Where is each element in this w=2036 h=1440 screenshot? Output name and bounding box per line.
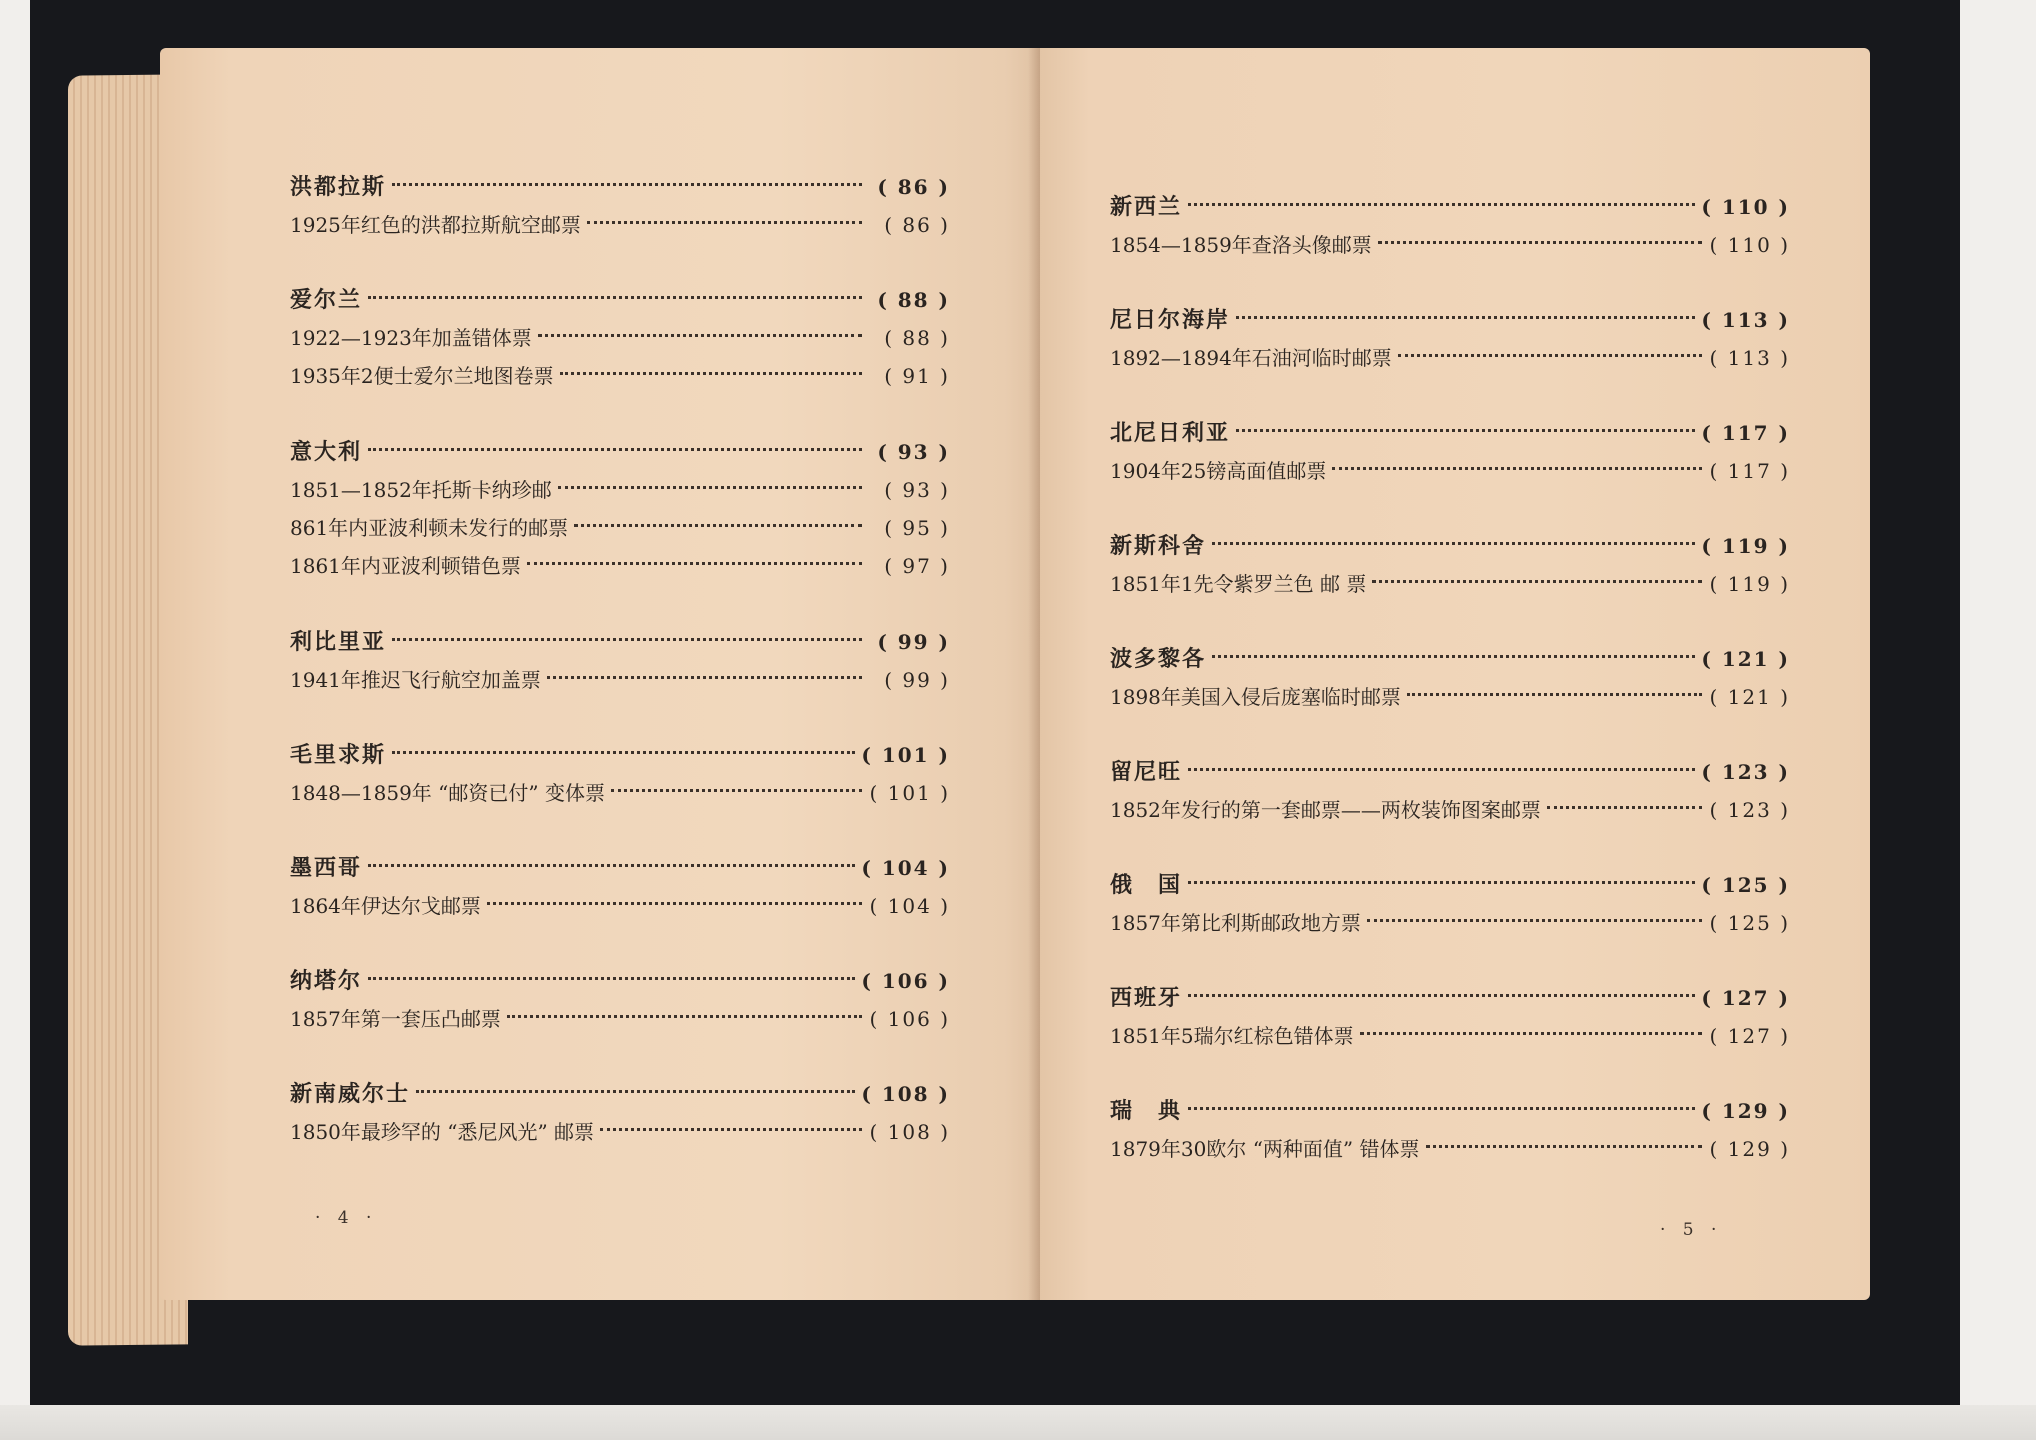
page-ref: ( 121 ) bbox=[1709, 685, 1790, 709]
country-title: 新斯科舍 bbox=[1110, 533, 1207, 559]
toc-section bbox=[290, 281, 950, 433]
toc-country-row[interactable] bbox=[290, 962, 950, 1000]
page-ref: ( 129 ) bbox=[1701, 1099, 1790, 1123]
toc-section bbox=[290, 736, 950, 849]
entry-title: 1879年30欧尔 “两种面值” 错体票 bbox=[1110, 1137, 1420, 1161]
toc-country-row[interactable] bbox=[290, 736, 950, 774]
page-ref: ( 108 ) bbox=[869, 1120, 950, 1144]
toc-entry-row[interactable] bbox=[290, 661, 950, 699]
page-ref: ( 119 ) bbox=[1701, 534, 1790, 558]
page-ref: ( 86 ) bbox=[884, 213, 950, 237]
entry-title: 1852年发行的第一套邮票——两枚装饰图案邮票 bbox=[1110, 798, 1541, 822]
toc-entry-row[interactable] bbox=[290, 1113, 950, 1151]
entry-title: 1861年内亚波利顿错色票 bbox=[290, 554, 521, 578]
toc-section bbox=[1110, 866, 1790, 979]
country-title: 意大利 bbox=[290, 439, 363, 465]
entry-title: 1851年5瑞尔红棕色错体票 bbox=[1110, 1024, 1354, 1048]
toc-section bbox=[1110, 640, 1790, 753]
toc-entry-row[interactable] bbox=[290, 357, 950, 395]
leader-dots bbox=[1360, 1032, 1702, 1035]
page-ref: ( 106 ) bbox=[861, 969, 950, 993]
leader-dots bbox=[507, 1015, 862, 1018]
toc-section bbox=[1110, 979, 1790, 1092]
toc-section bbox=[290, 168, 950, 281]
leader-dots bbox=[392, 751, 855, 754]
page-ref: ( 123 ) bbox=[1701, 760, 1790, 784]
leader-dots bbox=[1547, 806, 1702, 809]
page-number: · 4 · bbox=[315, 1208, 378, 1228]
page-ref: ( 101 ) bbox=[861, 743, 950, 767]
toc-entry-row[interactable] bbox=[1110, 226, 1790, 264]
leader-dots bbox=[527, 562, 862, 565]
toc-country-row[interactable] bbox=[1110, 301, 1790, 339]
entry-title: 1941年推迟飞行航空加盖票 bbox=[290, 668, 541, 692]
page-ref: ( 117 ) bbox=[1701, 421, 1790, 445]
toc-entry-row[interactable] bbox=[1110, 678, 1790, 716]
country-title: 尼日尔海岸 bbox=[1110, 307, 1231, 333]
country-title: 瑞 典 bbox=[1110, 1098, 1183, 1124]
page-ref: ( 119 ) bbox=[1709, 572, 1790, 596]
toc-section bbox=[290, 1075, 950, 1188]
toc-country-row[interactable] bbox=[1110, 527, 1790, 565]
country-title: 留尼旺 bbox=[1110, 759, 1183, 785]
entry-title: 1898年美国入侵后庞塞临时邮票 bbox=[1110, 685, 1401, 709]
page-ref: ( 125 ) bbox=[1709, 911, 1790, 935]
page-ref: ( 129 ) bbox=[1709, 1137, 1790, 1161]
leader-dots bbox=[1212, 542, 1695, 545]
leader-dots bbox=[538, 334, 862, 337]
page-ref: ( 93 ) bbox=[877, 440, 950, 464]
page-ref: ( 99 ) bbox=[884, 668, 950, 692]
country-title: 爱尔兰 bbox=[290, 287, 363, 313]
leader-dots bbox=[600, 1128, 862, 1131]
country-title: 墨西哥 bbox=[290, 855, 363, 881]
page-ref: ( 110 ) bbox=[1709, 233, 1790, 257]
toc-entry-row[interactable] bbox=[1110, 452, 1790, 490]
toc-section bbox=[1110, 527, 1790, 640]
leader-dots bbox=[1367, 919, 1702, 922]
leader-dots bbox=[1426, 1145, 1702, 1148]
toc-section bbox=[1110, 301, 1790, 414]
country-title: 新南威尔士 bbox=[290, 1081, 411, 1107]
entry-title: 1848—1859年 “邮资已付” 变体票 bbox=[290, 781, 605, 805]
toc-country-row[interactable] bbox=[1110, 979, 1790, 1017]
toc-entry-row[interactable] bbox=[290, 206, 950, 244]
toc-country-row[interactable] bbox=[1110, 753, 1790, 791]
entry-title: 1892—1894年石油河临时邮票 bbox=[1110, 346, 1392, 370]
page-ref: ( 88 ) bbox=[884, 326, 950, 350]
leader-dots bbox=[416, 1090, 855, 1093]
leader-dots bbox=[1332, 467, 1702, 470]
leader-dots bbox=[560, 372, 862, 375]
scanner-edge bbox=[0, 1405, 2036, 1440]
leader-dots bbox=[611, 789, 862, 792]
leader-dots bbox=[1212, 655, 1695, 658]
toc-entry-row[interactable] bbox=[290, 471, 950, 509]
entry-title: 1922—1923年加盖错体票 bbox=[290, 326, 532, 350]
toc-country-row[interactable] bbox=[290, 849, 950, 887]
page-ref: ( 86 ) bbox=[877, 175, 950, 199]
entry-title: 1851年1先令紫罗兰色 邮 票 bbox=[1110, 572, 1367, 596]
leader-dots bbox=[1398, 354, 1702, 357]
toc-section bbox=[1110, 753, 1790, 866]
toc-section bbox=[290, 962, 950, 1075]
leader-dots bbox=[1407, 693, 1702, 696]
toc-right bbox=[1110, 188, 1790, 1205]
toc-country-row[interactable] bbox=[290, 433, 950, 471]
page-ref: ( 113 ) bbox=[1701, 308, 1790, 332]
open-book bbox=[60, 40, 1820, 1340]
page-ref: ( 110 ) bbox=[1701, 195, 1790, 219]
toc-country-row[interactable] bbox=[1110, 866, 1790, 904]
leader-dots bbox=[587, 221, 862, 224]
toc-left bbox=[290, 168, 950, 1188]
toc-section bbox=[1110, 188, 1790, 301]
entry-title: 1904年25镑高面值邮票 bbox=[1110, 459, 1327, 483]
leader-dots bbox=[1236, 316, 1695, 319]
toc-country-row[interactable] bbox=[1110, 188, 1790, 226]
leader-dots bbox=[368, 296, 862, 299]
entry-title: 1935年2便士爱尔兰地图卷票 bbox=[290, 364, 554, 388]
entry-title: 1854—1859年查洛头像邮票 bbox=[1110, 233, 1372, 257]
page-ref: ( 88 ) bbox=[877, 288, 950, 312]
country-title: 纳塔尔 bbox=[290, 968, 363, 994]
toc-entry-row[interactable] bbox=[290, 547, 950, 585]
leader-dots bbox=[1188, 203, 1695, 206]
toc-entry-row[interactable] bbox=[1110, 1017, 1790, 1055]
toc-country-row[interactable] bbox=[290, 623, 950, 661]
leader-dots bbox=[392, 638, 862, 641]
page-ref: ( 91 ) bbox=[884, 364, 950, 388]
entry-title: 1857年第一套压凸邮票 bbox=[290, 1007, 501, 1031]
leader-dots bbox=[1378, 241, 1702, 244]
page-ref: ( 106 ) bbox=[869, 1007, 950, 1031]
country-title: 北尼日利亚 bbox=[1110, 420, 1231, 446]
toc-country-row[interactable] bbox=[290, 281, 950, 319]
page-ref: ( 125 ) bbox=[1701, 873, 1790, 897]
leader-dots bbox=[547, 676, 862, 679]
toc-entry-row[interactable] bbox=[1110, 339, 1790, 377]
page-ref: ( 101 ) bbox=[869, 781, 950, 805]
entry-title: 861年内亚波利顿未发行的邮票 bbox=[290, 516, 569, 540]
page-ref: ( 113 ) bbox=[1709, 346, 1790, 370]
leader-dots bbox=[487, 902, 862, 905]
toc-section bbox=[1110, 1092, 1790, 1205]
leader-dots bbox=[1188, 994, 1695, 997]
page-ref: ( 99 ) bbox=[877, 630, 950, 654]
toc-section bbox=[290, 623, 950, 736]
page-ref: ( 108 ) bbox=[861, 1082, 950, 1106]
toc-entry-row[interactable] bbox=[290, 319, 950, 357]
country-title: 波多黎各 bbox=[1110, 646, 1207, 672]
page-number: · 5 · bbox=[1660, 1220, 1723, 1240]
page-ref: ( 97 ) bbox=[884, 554, 950, 578]
page-ref: ( 95 ) bbox=[884, 516, 950, 540]
toc-entry-row[interactable] bbox=[1110, 791, 1790, 829]
toc-entry-row[interactable] bbox=[290, 509, 950, 547]
entry-title: 1864年伊达尔戈邮票 bbox=[290, 894, 481, 918]
toc-entry-row[interactable] bbox=[290, 887, 950, 925]
leader-dots bbox=[1372, 580, 1702, 583]
toc-country-row[interactable] bbox=[1110, 1092, 1790, 1130]
country-title: 新西兰 bbox=[1110, 194, 1183, 220]
toc-section bbox=[290, 433, 950, 623]
page-ref: ( 121 ) bbox=[1701, 647, 1790, 671]
page-ref: ( 93 ) bbox=[884, 478, 950, 502]
left-page bbox=[160, 48, 1040, 1300]
toc-entry-row[interactable] bbox=[290, 774, 950, 812]
leader-dots bbox=[368, 977, 855, 980]
leader-dots bbox=[574, 524, 862, 527]
toc-section bbox=[1110, 414, 1790, 527]
leader-dots bbox=[368, 448, 862, 451]
country-title: 西班牙 bbox=[1110, 985, 1183, 1011]
toc-country-row[interactable] bbox=[1110, 640, 1790, 678]
entry-title: 1850年最珍罕的 “悉尼风光” 邮票 bbox=[290, 1120, 595, 1144]
leader-dots bbox=[558, 486, 862, 489]
leader-dots bbox=[1188, 768, 1695, 771]
leader-dots bbox=[1188, 881, 1695, 884]
toc-section bbox=[290, 849, 950, 962]
leader-dots bbox=[1236, 429, 1695, 432]
toc-entry-row[interactable] bbox=[1110, 1130, 1790, 1168]
country-title: 利比里亚 bbox=[290, 629, 387, 655]
country-title: 俄 国 bbox=[1110, 872, 1183, 898]
country-title: 毛里求斯 bbox=[290, 742, 387, 768]
page-ref: ( 104 ) bbox=[869, 894, 950, 918]
leader-dots bbox=[368, 864, 855, 867]
toc-entry-row[interactable] bbox=[290, 1000, 950, 1038]
toc-country-row[interactable] bbox=[290, 1075, 950, 1113]
toc-entry-row[interactable] bbox=[1110, 904, 1790, 942]
entry-title: 1925年红色的洪都拉斯航空邮票 bbox=[290, 213, 581, 237]
country-title: 洪都拉斯 bbox=[290, 174, 387, 200]
page-ref: ( 117 ) bbox=[1709, 459, 1790, 483]
entry-title: 1851—1852年托斯卡纳珍邮 bbox=[290, 478, 552, 502]
right-page bbox=[1040, 48, 1870, 1300]
toc-entry-row[interactable] bbox=[1110, 565, 1790, 603]
leader-dots bbox=[392, 183, 862, 186]
page-ref: ( 127 ) bbox=[1701, 986, 1790, 1010]
leader-dots bbox=[1188, 1107, 1695, 1110]
toc-country-row[interactable] bbox=[1110, 414, 1790, 452]
page-ref: ( 127 ) bbox=[1709, 1024, 1790, 1048]
toc-country-row[interactable] bbox=[290, 168, 950, 206]
page-ref: ( 104 ) bbox=[861, 856, 950, 880]
entry-title: 1857年第比利斯邮政地方票 bbox=[1110, 911, 1361, 935]
page-ref: ( 123 ) bbox=[1709, 798, 1790, 822]
